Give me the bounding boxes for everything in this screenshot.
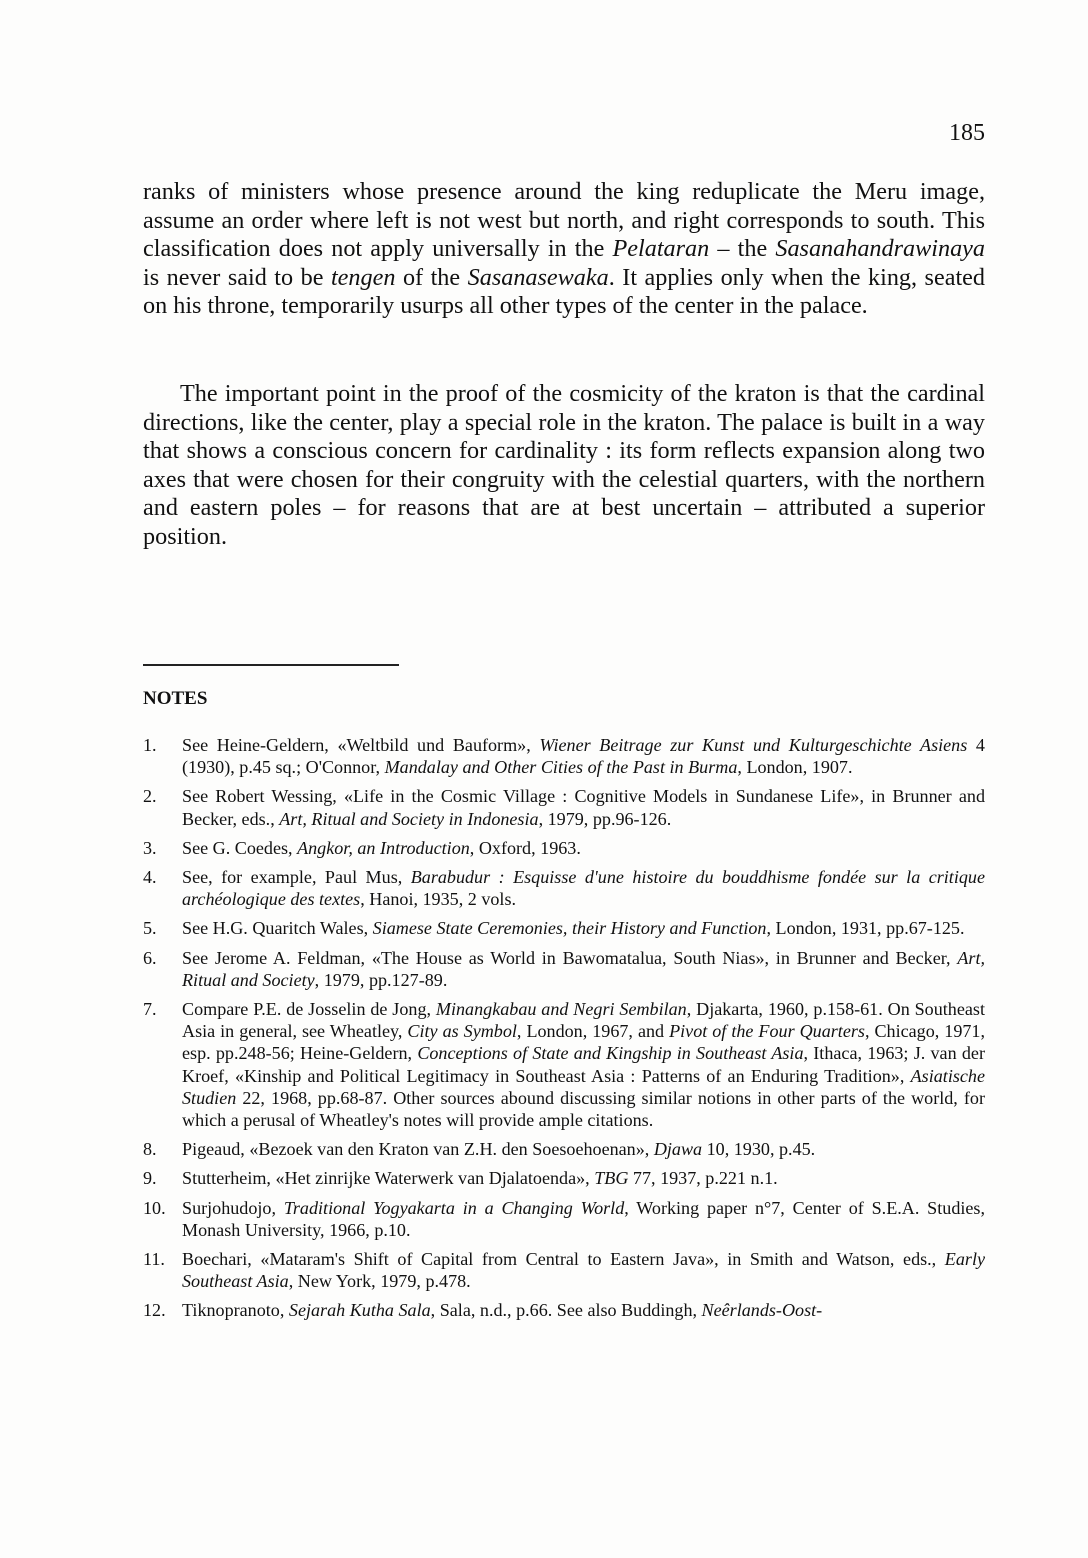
text-run: , Oxford, 1963. — [469, 837, 581, 858]
italic-text: Traditional Yogyakarta in a Changing World — [283, 1197, 625, 1218]
note-text — [182, 735, 985, 777]
text-run: is never said to be — [143, 263, 331, 291]
italic-text: Angkor, an Introduction — [297, 837, 470, 858]
note-number: 10. — [143, 1197, 166, 1218]
note-number: 1. — [143, 735, 157, 755]
footnote-separator — [143, 664, 399, 666]
italic-text: City as Symbol — [407, 1021, 517, 1042]
note-item — [143, 1299, 985, 1321]
italic-text: tengen — [330, 263, 396, 291]
italic-text: TBG — [594, 1168, 629, 1189]
text-run: 22, 1968, pp.68-87. Other sources abound discussing similar notions in other parts of the world, for which a perusal of Wheatley's notes will provide ample citations. — [182, 1087, 985, 1131]
note-number: 6. — [143, 947, 157, 968]
page-number: 185 — [949, 120, 985, 146]
text-run: , 1979, pp.127-89. — [314, 969, 448, 990]
note-number: 4. — [143, 867, 157, 888]
italic-text: Early Southeast Asia — [182, 1249, 985, 1292]
note-text — [182, 838, 581, 858]
italic-text: Sasanasewaka — [467, 263, 609, 291]
text-run: , Ithaca, 1963; J. van der Kroef, «Kinship and Political Legitimacy in Southeast Asia : Patterns of an Enduring Tradition», — [182, 1043, 985, 1086]
text-run: , London, 1931, pp.67-125. — [766, 918, 965, 939]
italic-text: Conceptions of State and Kingship in Southeast Asia — [417, 1043, 804, 1064]
note-item — [143, 947, 985, 991]
note-item — [143, 1197, 985, 1241]
note-number: 7. — [143, 999, 157, 1020]
text-run: The important point in the proof of the cosmicity of the kraton is that the cardinal directions, like the center, play a special role in the kraton. The palace is built in a way that shows a conscious concern for cardinality : its form reflects expansion along two axes that were chosen for their congruity with the celestial quarters, with the northern and eastern poles – for reasons that are at best uncertain – attributed a superior position. — [143, 380, 985, 550]
text-run: , Working paper n°7, Center of S.E.A. Studies, Monash University, 1966, p.10. — [182, 1197, 985, 1240]
italic-text: Siamese State Ceremonies, their History and Function — [372, 918, 767, 939]
text-run: Stutterheim, «Het zinrijke Waterwerk van Djalatoenda», — [182, 1168, 595, 1189]
note-item — [143, 917, 985, 939]
text-run: 4 (1930), p.45 sq.; O'Connor, — [182, 735, 985, 778]
text-run: , Djakarta, 1960, p.158-61. On Southeast Asia in general, see Wheatley, — [182, 999, 985, 1042]
text-run: . It applies only when the king, seated on his throne, temporarily usurps all other types of the center in the palace. — [143, 263, 985, 320]
note-number: 12. — [143, 1300, 166, 1321]
italic-text: Asiatische Studien — [182, 1065, 985, 1108]
note-item — [143, 1248, 985, 1292]
text-run: ranks of ministers whose presence around the king reduplicate the Meru image, assume an order where left is not west but north, and right corresponds to south. This classification does not apply universally in the — [143, 178, 985, 263]
text-run: , London, 1907. — [737, 757, 853, 778]
text-run: See H.G. Quaritch Wales, — [182, 918, 373, 939]
italic-text: Minangkabau and Negri Sembilan — [435, 999, 687, 1020]
body-paragraph-1 — [143, 178, 985, 321]
text-run: , Hanoi, 1935, 2 vols. — [360, 889, 517, 910]
italic-text: Neêrlands-Oost- — [701, 1300, 823, 1321]
note-number: 5. — [143, 918, 157, 939]
text-run: See, for example, Paul Mus, — [182, 867, 411, 888]
note-text — [182, 1249, 985, 1291]
italic-text: Mandalay and Other Cities of the Past in Burma — [384, 757, 738, 778]
note-text — [182, 1300, 822, 1320]
note-text — [182, 867, 985, 909]
text-run: See G. Coedes, — [182, 837, 298, 858]
italic-text: Art, Ritual and Society — [182, 947, 985, 990]
text-run: , Chicago, 1971, esp. pp.248-56; Heine-Geldern, — [182, 1021, 985, 1064]
note-number: 2. — [143, 786, 157, 807]
text-run: , New York, 1979, p.478. — [288, 1271, 471, 1292]
note-text — [182, 1198, 985, 1240]
text-run: Tiknopranoto, — [182, 1300, 289, 1321]
note-number: 8. — [143, 1139, 157, 1160]
note-item — [143, 866, 985, 910]
note-item — [143, 1167, 985, 1189]
note-text — [182, 918, 965, 938]
text-run: Boechari, «Mataram's Shift of Capital from Central to Eastern Java», in Smith and Watson, eds., — [182, 1249, 945, 1270]
note-text — [182, 786, 985, 828]
text-run: 77, 1937, p.221 n.1. — [628, 1168, 778, 1189]
text-run: See Heine-Geldern, «Weltbild und Bauform», — [182, 735, 540, 755]
note-item — [143, 998, 985, 1131]
italic-text: Barabudur : Esquisse d'une histoire du bouddhisme fondée sur la critique archéologique des textes — [182, 867, 985, 910]
note-item — [143, 837, 985, 859]
text-run: , Sala, n.d., p.66. See also Buddingh, — [430, 1300, 702, 1321]
note-item — [143, 785, 985, 829]
note-text — [182, 1139, 815, 1159]
text-run: Compare P.E. de Josselin de Jong, — [182, 999, 436, 1020]
note-item — [143, 1138, 985, 1160]
italic-text: Pivot of the Four Quarters — [669, 1021, 865, 1042]
italic-text: Djawa — [653, 1139, 703, 1160]
text-run: 10, 1930, p.45. — [702, 1139, 816, 1160]
note-number: 3. — [143, 837, 157, 858]
text-run: Surjohudojo, — [182, 1197, 284, 1218]
text-run: Pigeaud, «Bezoek van den Kraton van Z.H. den Soesoehoenan», — [182, 1139, 654, 1160]
text-run: – the — [709, 235, 776, 263]
italic-text: Pelataran — [612, 235, 710, 263]
italic-text: Sasanahandrawinaya — [775, 235, 985, 263]
text-run: , 1979, pp.96-126. — [538, 808, 672, 829]
text-run: of the — [395, 263, 468, 291]
italic-text: Sejarah Kutha Sala — [288, 1300, 431, 1321]
text-run: See Jerome A. Feldman, «The House as World in Bawomatalua, South Nias», in Brunner and Becker, — [182, 947, 958, 968]
italic-text: Wiener Beitrage zur Kunst und Kulturgeschichte Asiens — [539, 735, 968, 755]
note-text — [182, 948, 985, 990]
note-number: 9. — [143, 1168, 157, 1189]
note-text — [182, 999, 985, 1130]
note-number: 11. — [143, 1249, 165, 1270]
text-run: See Robert Wessing, «Life in the Cosmic Village : Cognitive Models in Sundanese Life», in Brunner and Becker, eds., — [182, 786, 985, 829]
body-paragraph-2 — [143, 380, 985, 552]
text-run: , London, 1967, and — [516, 1021, 670, 1042]
notes-list — [143, 734, 985, 1329]
note-item — [143, 734, 985, 778]
notes-heading: NOTES — [143, 688, 208, 709]
note-text — [182, 1168, 778, 1188]
italic-text: Art, Ritual and Society in Indonesia — [279, 808, 539, 829]
